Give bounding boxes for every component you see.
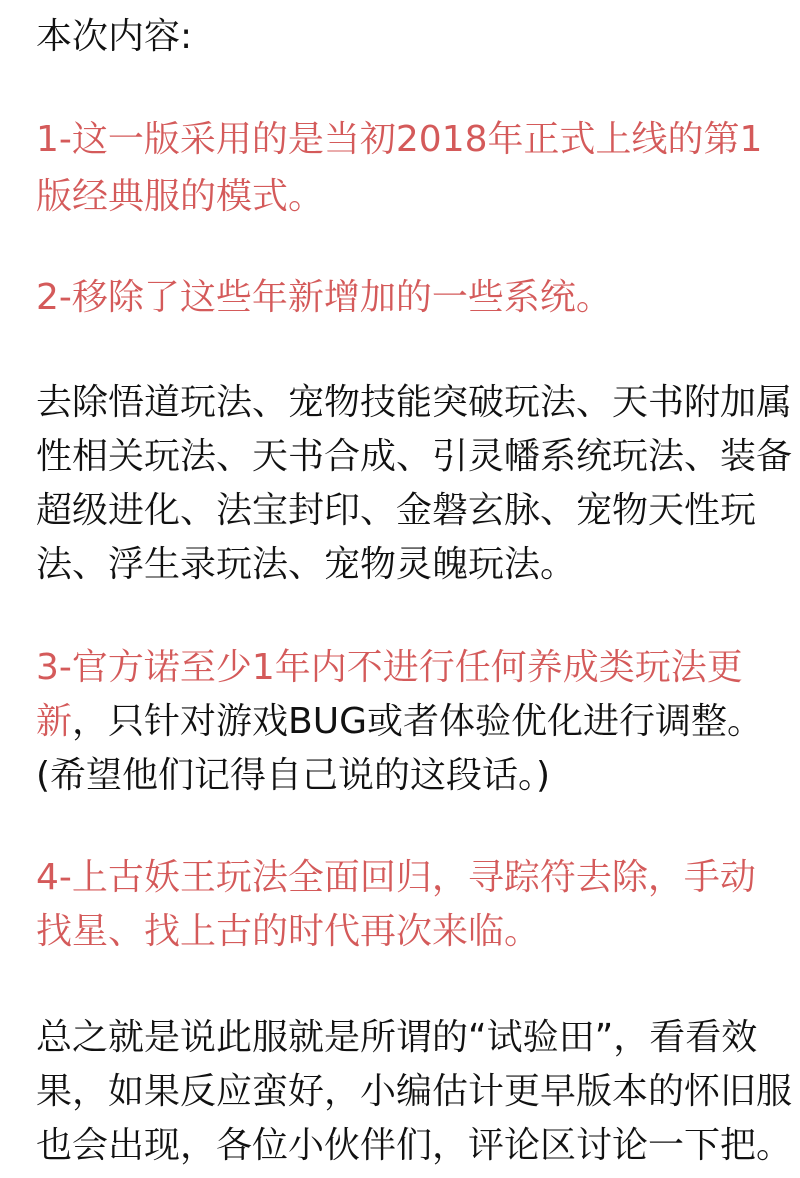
removed-list-line-2: 性相关玩法、天书合成、引灵幡系统玩法、装备 <box>36 436 793 477</box>
item-1-line-1: 1-这一版采用的是当初2018年正式上线的第1 <box>36 119 763 160</box>
removed-list-line-4: 法、浮生录玩法、宠物灵魄玩法。 <box>36 544 577 585</box>
removed-list-line-1: 去除悟道玩法、宠物技能突破玩法、天书附加属 <box>36 382 793 423</box>
item-3-line-3: (希望他们记得自己说的这段话。) <box>36 755 551 796</box>
summary-line-3: 也会出现，各位小伙伴们，评论区讨论一下把。 <box>36 1125 793 1166</box>
item-2-line-1: 2-移除了这些年新增加的一些系统。 <box>36 277 612 318</box>
heading: 本次内容: <box>36 16 193 57</box>
removed-list-line-3: 超级进化、法宝封印、金磐玄脉、宠物天性玩 <box>36 490 757 531</box>
summary-line-2: 果，如果反应蛮好，小编估计更早版本的怀旧服 <box>36 1071 793 1112</box>
item-3-line-1: 3-官方诺至少1年内不进行任何养成类玩法更 <box>36 647 743 688</box>
item-4-line-1: 4-上古妖王玩法全面回归，寻踪符去除，手动 <box>36 857 756 898</box>
item-1-line-2: 版经典服的模式。 <box>36 176 325 217</box>
item-3-line-2-rest: ，只针对游戏BUG或者体验优化进行调整。 <box>72 701 763 742</box>
item-3-line-2-highlight: 新 <box>36 701 73 742</box>
item-4-line-2: 找星、找上古的时代再次来临。 <box>36 911 541 952</box>
item-3-line-2 <box>36 697 763 747</box>
summary-line-1: 总之就是说此服就是所谓的“试验田”，看看效 <box>36 1017 758 1058</box>
